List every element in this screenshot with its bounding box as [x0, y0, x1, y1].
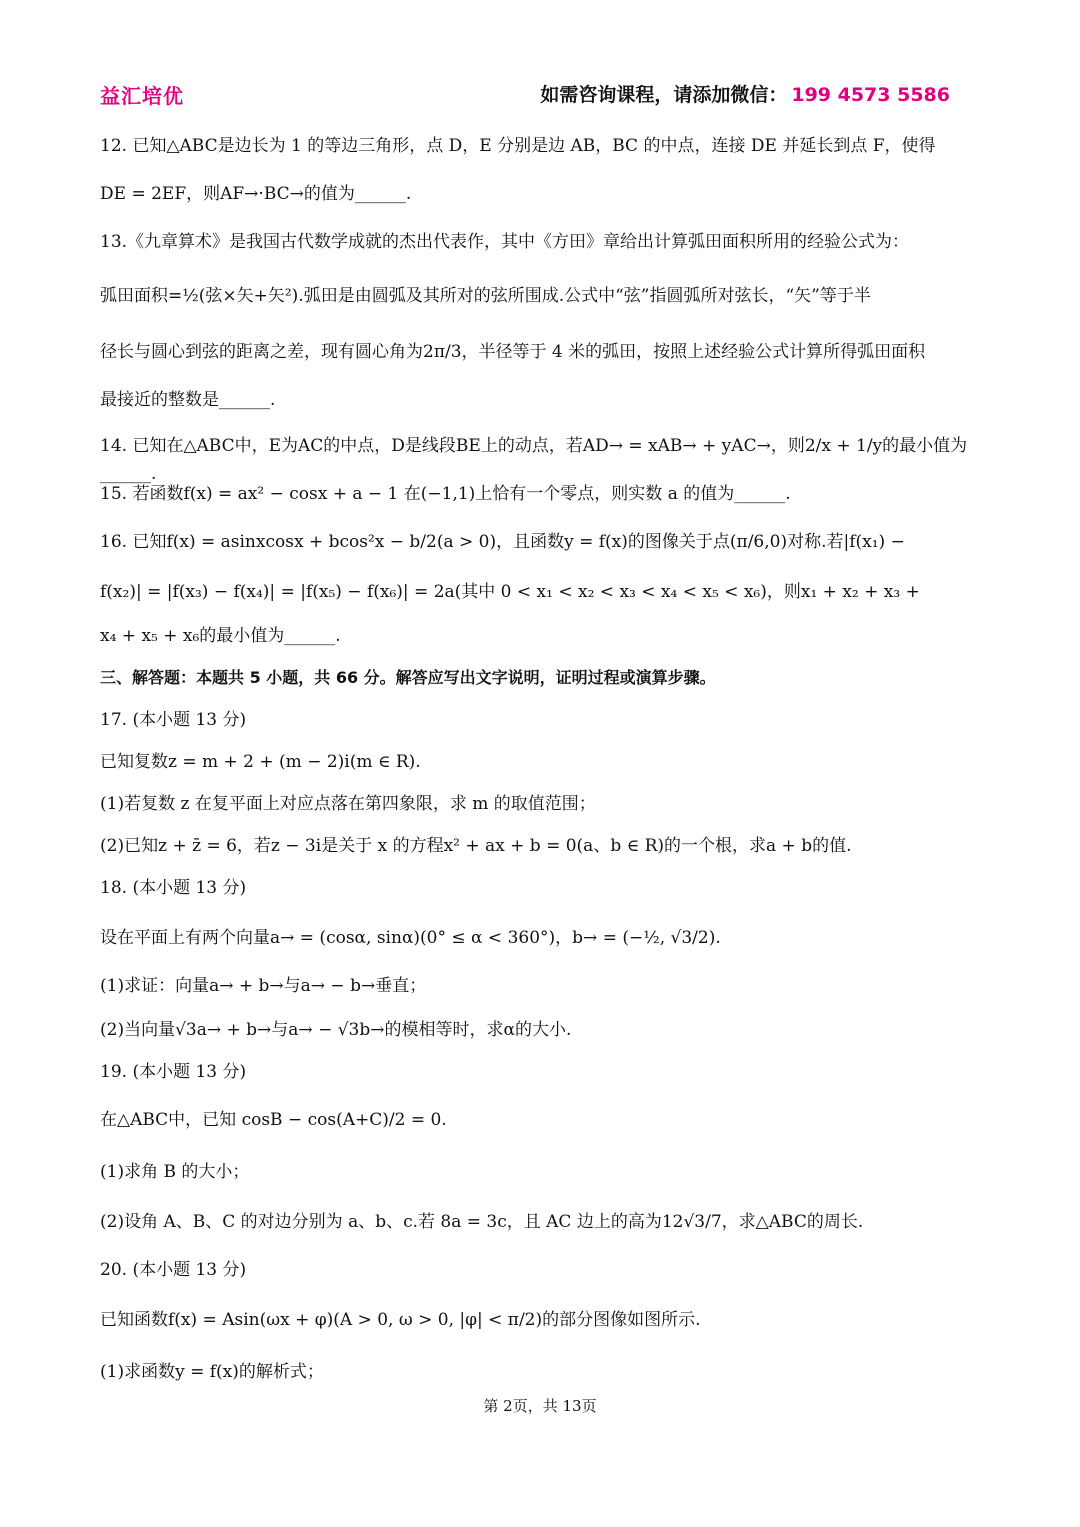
- text-line: 16. 已知f(x) = asinxcosx + bcos²x − b/2(a > 0)，且函数y = f(x)的图像关于点(π/6,0)对称.若|f(x₁) −: [100, 532, 905, 552]
- text-line: x₄ + x₅ + x₆的最小值为______.: [100, 626, 341, 646]
- text-line: 12. 已知△ABC是边长为 1 的等边三角形，点 D，E 分别是边 AB，BC 的中点，连接 DE 并延长到点 F，使得: [100, 136, 936, 156]
- text-line: 弧田面积=½(弦×矢+矢²).弧田是由圆弧及其所对的弦所围成.公式中“弦”指圆弧所对弦长，“矢”等于半: [100, 286, 871, 306]
- text-line: (2)已知z + z̄ = 6，若z − 3i是关于 x 的方程x² + ax + b = 0(a、b ∈ R)的一个根，求a + b的值.: [100, 836, 852, 856]
- text-line: 17. (本小题 13 分): [100, 710, 247, 730]
- text-line: (1)求函数y = f(x)的解析式；: [100, 1362, 324, 1382]
- brand-logo-text: 益汇培优: [100, 84, 184, 108]
- text-line: 在△ABC中，已知 cosB − cos(A+C)/2 = 0.: [100, 1110, 447, 1130]
- contact-phone: 199 4573 5586: [791, 84, 950, 106]
- text-line: 19. (本小题 13 分): [100, 1062, 247, 1082]
- page-footer: 第 2页，共 13页: [483, 1397, 597, 1415]
- text-line: 13.《九章算术》是我国古代数学成就的杰出代表作，其中《方田》章给出计算弧田面积所用的经验公式为：: [100, 232, 910, 252]
- text-line: (1)若复数 z 在复平面上对应点落在第四象限，求 m 的取值范围；: [100, 794, 596, 814]
- page-header: [100, 80, 950, 112]
- contact-info: [540, 80, 950, 107]
- text-line: DE = 2EF，则AF→·BC→的值为______.: [100, 184, 412, 204]
- text-line: (1)求证：向量a→ + b→与a→ − b→垂直；: [100, 976, 427, 996]
- text-line: 设在平面上有两个向量a→ = (cosα, sinα)(0° ≤ α < 360°)，b→ = (−½, √3/2).: [100, 928, 721, 948]
- text-line: (1)求角 B 的大小；: [100, 1162, 250, 1182]
- text-line: 三、解答题：本题共 5 小题，共 66 分。解答应写出文字说明，证明过程或演算步骤。: [100, 668, 716, 687]
- text-line: 已知函数f(x) = Asin(ωx + φ)(A > 0, ω > 0, |φ| < π/2)的部分图像如图所示.: [100, 1310, 701, 1330]
- text-line: 最接近的整数是______.: [100, 390, 276, 410]
- text-line: 径长与圆心到弦的距离之差，现有圆心角为2π/3，半径等于 4 米的弧田，按照上述经验公式计算所得弧田面积: [100, 342, 926, 362]
- text-line: 18. (本小题 13 分): [100, 878, 247, 898]
- text-line: (2)当向量√3a→ + b→与a→ − √3b→的模相等时，求α的大小.: [100, 1020, 572, 1040]
- text-line: 14. 已知在△ABC中，E为AC的中点，D是线段BE上的动点，若AD→ = xAB→ + yAC→，则2/x + 1/y的最小值为______.: [100, 436, 968, 484]
- text-line: f(x₂)| = |f(x₃) − f(x₄)| = |f(x₅) − f(x₆)| = 2a(其中 0 < x₁ < x₂ < x₃ < x₄ < x₅ < x₆)，则x₁ + x₂ + x₃ +: [100, 582, 920, 602]
- text-line: (2)设角 A、B、C 的对边分别为 a、b、c.若 8a = 3c，且 AC 边上的高为12√3/7，求△ABC的周长.: [100, 1212, 864, 1232]
- text-line: 20. (本小题 13 分): [100, 1260, 247, 1280]
- text-line: 已知复数z = m + 2 + (m − 2)i(m ∈ R).: [100, 752, 421, 772]
- contact-label: 如需咨询课程，请添加微信：: [540, 84, 788, 106]
- text-line: 15. 若函数f(x) = ax² − cosx + a − 1 在(−1,1)上恰有一个零点，则实数 a 的值为______.: [100, 484, 791, 504]
